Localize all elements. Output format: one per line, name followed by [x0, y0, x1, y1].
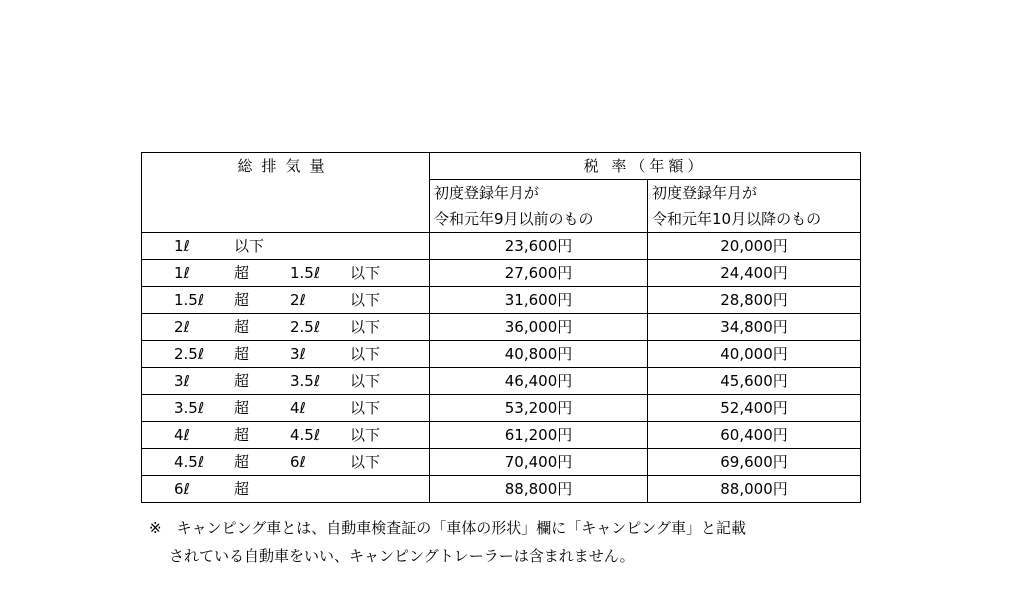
displacement-part: 超 — [234, 453, 250, 471]
displacement-cell — [142, 395, 430, 422]
displacement-part: 以下 — [350, 426, 381, 444]
displacement-part: 超 — [234, 399, 250, 417]
displacement-part: 以下 — [350, 291, 381, 309]
displacement-part: 4.5ℓ — [174, 453, 205, 471]
displacement-part: 6ℓ — [290, 453, 306, 471]
table-row — [142, 260, 861, 287]
table-row — [142, 233, 861, 260]
displacement-part: 1.5ℓ — [290, 264, 321, 282]
displacement-cell — [142, 449, 430, 476]
header-before-line2: 令和元年9月以前のもの — [434, 210, 594, 228]
displacement-part: 超 — [234, 345, 250, 363]
tax-before-cell: 31,600円 — [430, 287, 648, 314]
displacement-part: 以下 — [234, 237, 265, 255]
displacement-cell — [142, 368, 430, 395]
displacement-part: 以下 — [350, 399, 381, 417]
header-tax-rate: 税 率（年額） — [430, 153, 861, 180]
tax-before-cell: 23,600円 — [430, 233, 648, 260]
table-row — [142, 395, 861, 422]
tax-before-cell: 53,200円 — [430, 395, 648, 422]
tax-after-cell: 52,400円 — [648, 395, 861, 422]
table-row — [142, 314, 861, 341]
displacement-part: 超 — [234, 318, 250, 336]
tax-after-cell: 88,000円 — [648, 476, 861, 503]
tax-after-cell: 20,000円 — [648, 233, 861, 260]
table-row — [142, 422, 861, 449]
displacement-part: 2ℓ — [290, 291, 306, 309]
displacement-part: 3ℓ — [290, 345, 306, 363]
displacement-part: 4.5ℓ — [290, 426, 321, 444]
tax-before-cell: 61,200円 — [430, 422, 648, 449]
displacement-cell — [142, 476, 430, 503]
header-after-2019-10 — [648, 180, 861, 233]
displacement-part: 2.5ℓ — [174, 345, 205, 363]
displacement-part: 以下 — [350, 345, 381, 363]
tax-before-cell: 70,400円 — [430, 449, 648, 476]
displacement-part: 超 — [234, 264, 250, 282]
displacement-part: 以下 — [350, 453, 381, 471]
displacement-cell — [142, 233, 430, 260]
displacement-part: 3ℓ — [174, 372, 190, 390]
tax-before-cell: 88,800円 — [430, 476, 648, 503]
tax-after-cell: 69,600円 — [648, 449, 861, 476]
displacement-cell — [142, 287, 430, 314]
tax-before-cell: 27,600円 — [430, 260, 648, 287]
tax-after-cell: 28,800円 — [648, 287, 861, 314]
tax-after-cell: 24,400円 — [648, 260, 861, 287]
table-row — [142, 476, 861, 503]
footnote — [149, 514, 746, 570]
tax-after-cell: 40,000円 — [648, 341, 861, 368]
displacement-cell — [142, 260, 430, 287]
tax-before-cell: 40,800円 — [430, 341, 648, 368]
displacement-part: 4ℓ — [290, 399, 306, 417]
table-row — [142, 287, 861, 314]
displacement-cell — [142, 341, 430, 368]
displacement-part: 超 — [234, 372, 250, 390]
displacement-part: 以下 — [350, 372, 381, 390]
header-before-2019-10 — [430, 180, 648, 233]
displacement-part: 4ℓ — [174, 426, 190, 444]
header-before-line1: 初度登録年月が — [434, 184, 540, 202]
header-after-line1: 初度登録年月が — [652, 184, 758, 202]
tax-after-cell: 60,400円 — [648, 422, 861, 449]
table-row — [142, 368, 861, 395]
displacement-part: 3.5ℓ — [174, 399, 205, 417]
displacement-part: 2.5ℓ — [290, 318, 321, 336]
displacement-part: 1ℓ — [174, 264, 190, 282]
displacement-part: 1.5ℓ — [174, 291, 205, 309]
header-displacement: 総排気量 — [142, 153, 430, 233]
tax-before-cell: 36,000円 — [430, 314, 648, 341]
displacement-cell — [142, 422, 430, 449]
displacement-part: 以下 — [350, 318, 381, 336]
header-after-line2: 令和元年10月以降のもの — [652, 210, 822, 228]
tax-after-cell: 34,800円 — [648, 314, 861, 341]
displacement-part: 以下 — [350, 264, 381, 282]
displacement-part: 1ℓ — [174, 237, 190, 255]
displacement-cell — [142, 314, 430, 341]
displacement-part: 6ℓ — [174, 480, 190, 498]
displacement-part: 超 — [234, 291, 250, 309]
displacement-part: 2ℓ — [174, 318, 190, 336]
footnote-line2: されている自動車をいい、キャンピングトレーラーは含まれません。 — [169, 547, 635, 565]
tax-rate-table — [141, 152, 861, 503]
displacement-part: 超 — [234, 426, 250, 444]
tax-after-cell: 45,600円 — [648, 368, 861, 395]
table-row — [142, 341, 861, 368]
displacement-part: 超 — [234, 480, 250, 498]
tax-before-cell: 46,400円 — [430, 368, 648, 395]
displacement-part: 3.5ℓ — [290, 372, 321, 390]
table-row — [142, 449, 861, 476]
footnote-line1: ※ キャンピング車とは、自動車検査証の「車体の形状」欄に「キャンピング車」と記載 — [149, 519, 746, 537]
